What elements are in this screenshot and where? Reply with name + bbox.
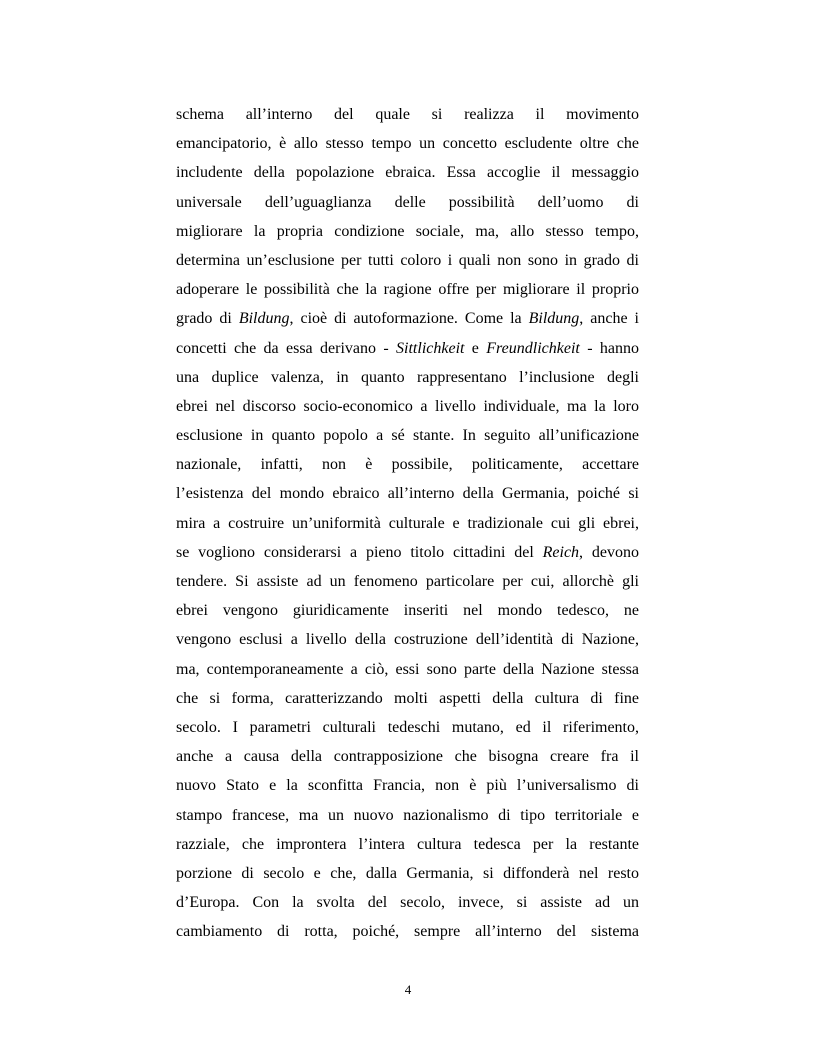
text-line: cambiamento di rotta, poiché, sempre all’interno del sistema xyxy=(176,923,639,941)
text-line: ebrei vengono giuridicamente inseriti nel mondo tedesco, ne xyxy=(176,602,639,620)
text-line: l’esistenza del mondo ebraico all’interno della Germania, poiché si xyxy=(176,485,639,503)
text-line: porzione di secolo e che, dalla Germania, si diffonderà nel resto xyxy=(176,864,639,882)
page-number: 4 xyxy=(404,982,412,997)
text-line: ebrei nel discorso socio-economico a livello individuale, ma la loro xyxy=(176,397,639,415)
text-line: includente della popolazione ebraica. Essa accoglie il messaggio xyxy=(176,164,639,182)
text-line: determina un’esclusione per tutti coloro i quali non sono in grado di xyxy=(176,251,639,269)
text-line: concetti che da essa derivano - Sittlichkeit e Freundlichkeit - hanno xyxy=(176,339,639,357)
text-line: ma, contemporaneamente a ciò, essi sono parte della Nazione stessa xyxy=(176,660,639,678)
text-line: secolo. I parametri culturali tedeschi mutano, ed il riferimento, xyxy=(176,718,639,736)
text-line: adoperare le possibilità che la ragione offre per migliorare il proprio xyxy=(176,281,639,299)
text-line: schema all’interno del quale si realizza il movimento xyxy=(176,106,639,123)
text-line: tendere. Si assiste ad un fenomeno particolare per cui, allorchè gli xyxy=(176,573,639,590)
text-line: stampo francese, ma un nuovo nazionalismo di tipo territoriale e xyxy=(176,806,639,824)
text-line: migliorare la propria condizione sociale, ma, allo stesso tempo, xyxy=(176,222,639,240)
text-line: mira a costruire un’uniformità culturale e tradizionale cui gli ebrei, xyxy=(176,514,639,532)
text-line: una duplice valenza, in quanto rappresentano l’inclusione degli xyxy=(176,368,639,386)
text-line: universale dell’uguaglianza delle possibilità dell’uomo di xyxy=(176,193,639,211)
text-line: grado di Bildung, cioè di autoformazione. Come la Bildung, anche i xyxy=(176,310,639,328)
text-line: emancipatorio, è allo stesso tempo un concetto escludente oltre che xyxy=(176,135,639,153)
text-line: se vogliono considerarsi a pieno titolo cittadini del Reich, devono xyxy=(176,543,639,561)
text-line: razziale, che improntera l’intera cultura tedesca per la restante xyxy=(176,835,639,853)
text-line: nazionale, infatti, non è possibile, politicamente, accettare xyxy=(176,456,639,474)
text-line: anche a causa della contrapposizione che bisogna creare fra il xyxy=(176,748,639,766)
body-text xyxy=(176,100,639,946)
text-line: d’Europa. Con la svolta del secolo, invece, si assiste ad un xyxy=(176,894,639,912)
text-line: nuovo Stato e la sconfitta Francia, non è più l’universalismo di xyxy=(176,777,639,795)
text-line: vengono esclusi a livello della costruzione dell’identità di Nazione, xyxy=(176,631,639,649)
text-line: esclusione in quanto popolo a sé stante. In seguito all’unificazione xyxy=(176,427,639,445)
text-line: che si forma, caratterizzando molti aspetti della cultura di fine xyxy=(176,689,639,707)
